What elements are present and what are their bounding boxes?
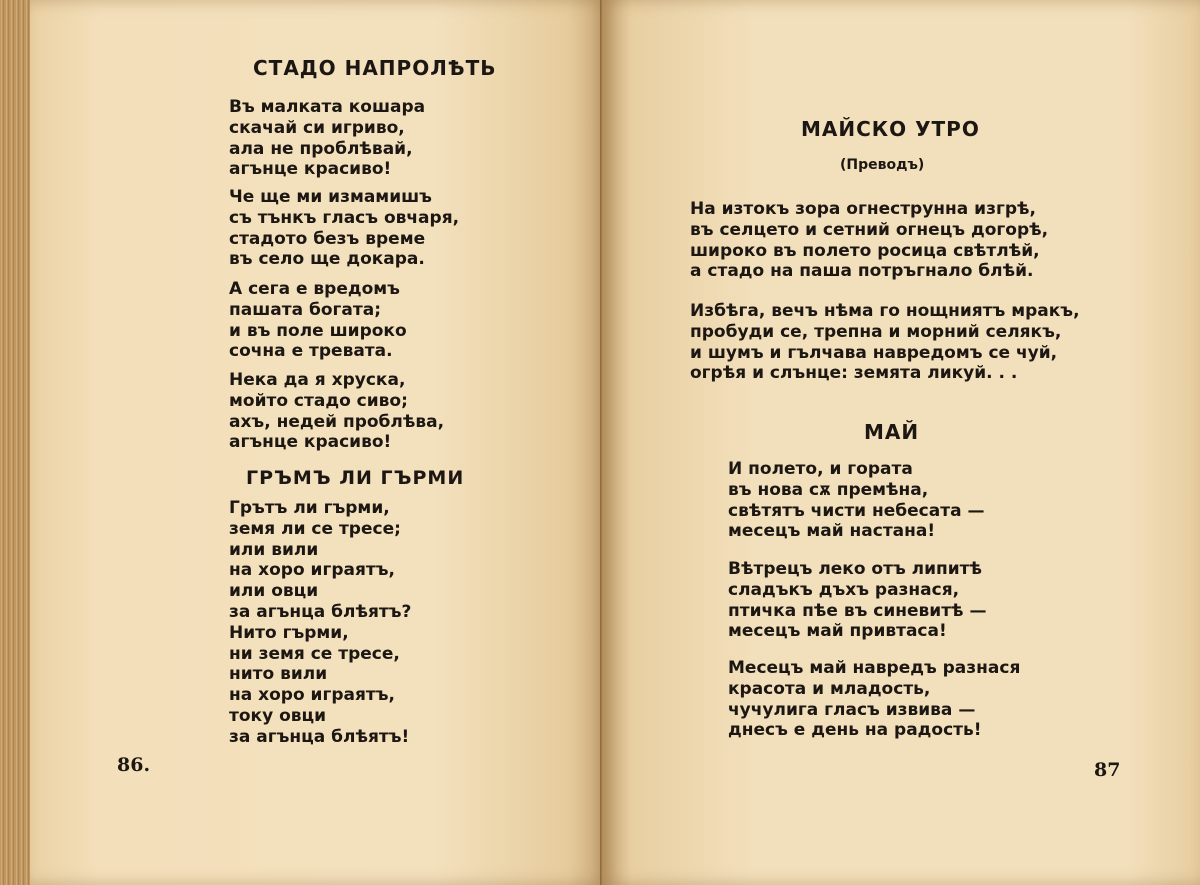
verse-line: на хоро играятъ,: [229, 685, 395, 706]
verse-line: сладъкъ дъхъ разнася,: [728, 579, 960, 600]
verse-line: птичка пѣе въ синевитѣ —: [728, 600, 987, 621]
verse-line: а стадо на паша потръгнало блѣй.: [690, 261, 1034, 282]
verse-line: широко въ полето росица свѣтлѣй,: [690, 240, 1040, 261]
stanza-maisko-1: [690, 199, 1048, 282]
poem-title-stado: СТАДО НАПРОЛѢТЬ: [253, 56, 497, 80]
verse-line: пробуди се, трепна и морний селякъ,: [690, 321, 1062, 342]
verse-line: току овци: [229, 705, 327, 726]
verse-line: и въ поле широко: [229, 320, 407, 341]
verse-line: А сега е вредомъ: [229, 279, 400, 299]
page-edges: [0, 0, 34, 885]
page-number-right: 87: [1094, 759, 1121, 781]
verse-line: На изтокъ зора огнеструнна изгрѣ,: [690, 199, 1036, 219]
verse-line: огрѣя и слънце: земята ликуй. . .: [690, 363, 1018, 384]
verse-line: Въ малката кошара: [229, 97, 426, 117]
verse-line: нито вили: [229, 664, 328, 685]
poem-title-mai: МАЙ: [864, 420, 920, 444]
stanza-stado-4: [229, 370, 444, 453]
verse-line: Нито гърми,: [229, 622, 349, 643]
verse-line: въ селцето и сетний огнецъ догорѣ,: [690, 219, 1049, 240]
verse-line: стадото безъ време: [229, 228, 426, 249]
right-page: [602, 0, 1200, 885]
verse-line: въ село ще докара.: [229, 249, 425, 270]
verse-line: месецъ май привтаса!: [728, 621, 947, 642]
verse-line: мойто стадо сиво;: [229, 390, 408, 411]
verse-line: красота и младость,: [728, 678, 931, 699]
verse-line: сочна е тревата.: [229, 341, 393, 362]
verse-line: месецъ май настана!: [728, 521, 936, 542]
poem-title-maisko-utro: МАЙСКО УТРО: [801, 117, 980, 141]
verse-line: или овци: [229, 581, 319, 602]
stanza-grum: [229, 498, 411, 748]
verse-line: Че ще ми измамишъ: [229, 187, 432, 207]
verse-line: въ нова сѫ премѣна,: [728, 479, 929, 500]
stanza-stado-2: [229, 187, 459, 270]
left-page: [30, 0, 608, 885]
page-number-left: 86.: [117, 754, 151, 776]
verse-line: или вили: [229, 539, 319, 560]
verse-line: земя ли се тресе;: [229, 518, 401, 539]
verse-line: чучулига гласъ извива —: [728, 699, 976, 720]
poem-subtitle-prevod: (Преводъ): [840, 157, 925, 173]
verse-line: пашата богата;: [229, 299, 382, 320]
stanza-stado-1: [229, 97, 425, 180]
verse-line: и шумъ и гълчава навредомъ се чуй,: [690, 342, 1058, 363]
verse-line: на хоро играятъ,: [229, 560, 395, 581]
verse-line: Месецъ май навредъ разнася: [728, 658, 1021, 678]
verse-line: ни земя се тресе,: [229, 643, 400, 664]
verse-line: ала не проблѣвай,: [229, 138, 413, 159]
verse-line: Грътъ ли гърми,: [229, 498, 390, 518]
verse-line: днесъ е день на радость!: [728, 720, 982, 741]
verse-line: свѣтятъ чисти небесата —: [728, 500, 985, 521]
stanza-stado-3: [229, 279, 407, 362]
verse-line: съ тънкъ гласъ овчаря,: [229, 207, 460, 228]
verse-line: Вѣтрецъ леко отъ липитѣ: [728, 559, 983, 579]
verse-line: за агънца блѣятъ?: [229, 601, 412, 622]
verse-line: агънце красиво!: [229, 159, 392, 180]
stanza-mai-2: [728, 559, 986, 642]
verse-line: агънце красиво!: [229, 432, 392, 453]
verse-line: за агънца блѣятъ!: [229, 726, 410, 747]
verse-line: скачай си игриво,: [229, 117, 405, 138]
stanza-mai-3: [728, 658, 1020, 741]
verse-line: Нека да я хруска,: [229, 370, 406, 390]
stanza-maisko-2: [690, 301, 1080, 384]
verse-line: И полето, и гората: [728, 459, 913, 479]
stanza-mai-1: [728, 459, 984, 542]
poem-title-grum: ГРЪМЪ ЛИ ГЪРМИ: [246, 467, 465, 489]
verse-line: ахъ, недей проблѣва,: [229, 411, 445, 432]
verse-line: Избѣга, вечъ нѣма го нощниятъ мракъ,: [690, 301, 1080, 321]
